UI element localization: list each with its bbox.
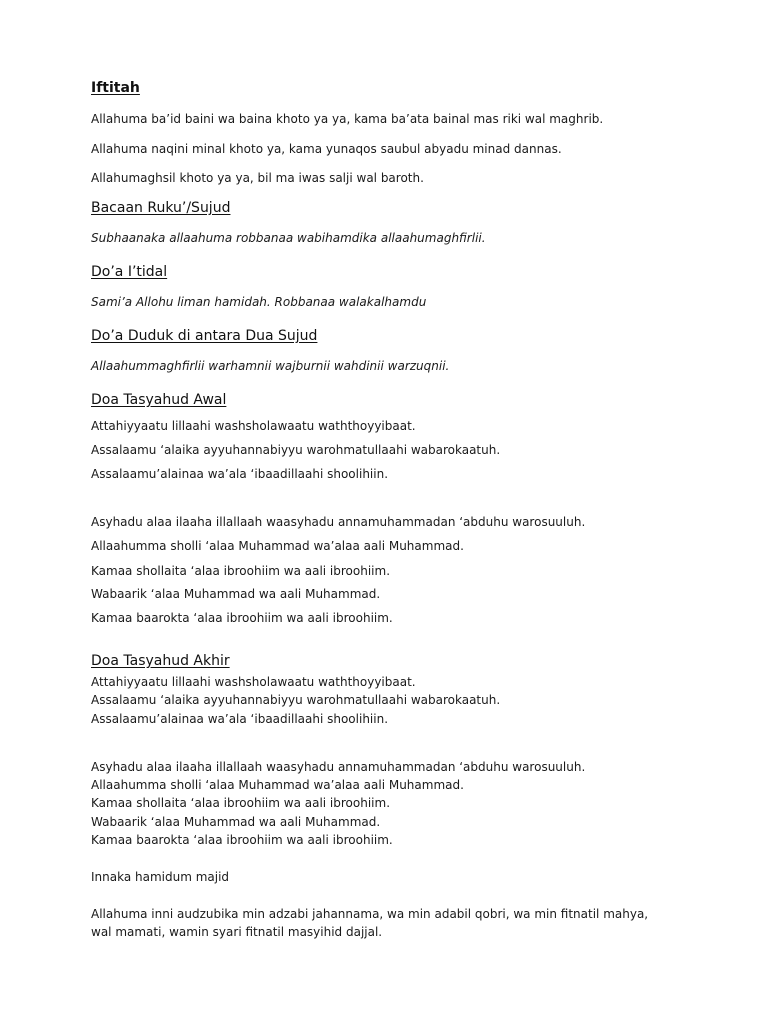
tasyahud-akhir-line-1: Attahiyyaatu lillaahi washsholawaatu waththoyyibaat. [91,675,416,689]
tasyahud-akhir-line-4: Asyhadu alaa ilaaha illallaah waasyhadu annamuhammadan ‘abduhu warosuuluh. [91,760,586,774]
heading-tasyahud-awal: Doa Tasyahud Awal [91,392,227,408]
tasyahud-akhir-line-3: Assalaamu’alainaa wa’ala ‘ibaadillaahi shoolihiin. [91,712,389,726]
tasyahud-awal-line-4: Asyhadu alaa ilaaha illallaah waasyhadu annamuhammadan ‘abduhu warosuuluh. [91,515,586,529]
iftitah-line-3: Allahumaghsil khoto ya ya, bil ma iwas salji wal baroth. [91,171,424,185]
tasyahud-awal-line-5: Allaahumma sholli ‘alaa Muhammad wa’alaa aali Muhammad. [91,539,464,553]
heading-duduk: Do’a Duduk di antara Dua Sujud [91,328,318,344]
tasyahud-awal-line-3: Assalaamu’alainaa wa’ala ‘ibaadillaahi shoolihiin. [91,467,389,481]
heading-ruku-sujud: Bacaan Ruku’/Sujud [91,200,231,216]
tasyahud-awal-line-2: Assalaamu ‘alaika ayyuhannabiyyu warohmatullaahi wabarokaatuh. [91,443,501,457]
tasyahud-akhir-line-6: Kamaa shollaita ‘alaa ibroohiim wa aali ibroohiim. [91,796,391,810]
tasyahud-akhir-line-10: Allahuma inni audzubika min adzabi jahannama, wa min adabil qobri, wa min fitnatil mahya, [91,907,649,921]
tasyahud-akhir-line-8: Kamaa baarokta ‘alaa ibroohiim wa aali ibroohiim. [91,833,393,847]
iftitah-line-1: Allahuma ba’id baini wa baina khoto ya ya, kama ba’ata bainal mas riki wal maghrib. [91,112,604,126]
duduk-line-1: Allaahummaghfirlii warhamnii wajburnii wahdinii warzuqnii. [91,359,450,373]
tasyahud-awal-line-1: Attahiyyaatu lillaahi washsholawaatu waththoyyibaat. [91,419,416,433]
tasyahud-awal-line-7: Wabaarik ‘alaa Muhammad wa aali Muhammad. [91,587,381,601]
itidal-line-1: Sami’a Allohu liman hamidah. Robbanaa walakalhamdu [91,295,427,309]
tasyahud-awal-line-6: Kamaa shollaita ‘alaa ibroohiim wa aali ibroohiim. [91,564,391,578]
heading-iftitah: Iftitah [91,80,140,96]
tasyahud-akhir-line-7: Wabaarik ‘alaa Muhammad wa aali Muhammad. [91,815,381,829]
heading-tasyahud-akhir: Doa Tasyahud Akhir [91,653,230,669]
tasyahud-awal-line-8: Kamaa baarokta ‘alaa ibroohiim wa aali ibroohiim. [91,611,393,625]
tasyahud-akhir-line-11: wal mamati, wamin syari fitnatil masyihid dajjal. [91,925,383,939]
heading-itidal: Do’a I’tidal [91,264,168,280]
ruku-sujud-line-1: Subhaanaka allaahuma robbanaa wabihamdika allaahumaghfirlii. [91,231,486,245]
tasyahud-akhir-line-9: Innaka hamidum majid [91,870,230,884]
tasyahud-akhir-line-5: Allaahumma sholli ‘alaa Muhammad wa’alaa aali Muhammad. [91,778,464,792]
tasyahud-akhir-line-2: Assalaamu ‘alaika ayyuhannabiyyu warohmatullaahi wabarokaatuh. [91,693,501,707]
iftitah-line-2: Allahuma naqini minal khoto ya, kama yunaqos saubul abyadu minad dannas. [91,142,562,156]
